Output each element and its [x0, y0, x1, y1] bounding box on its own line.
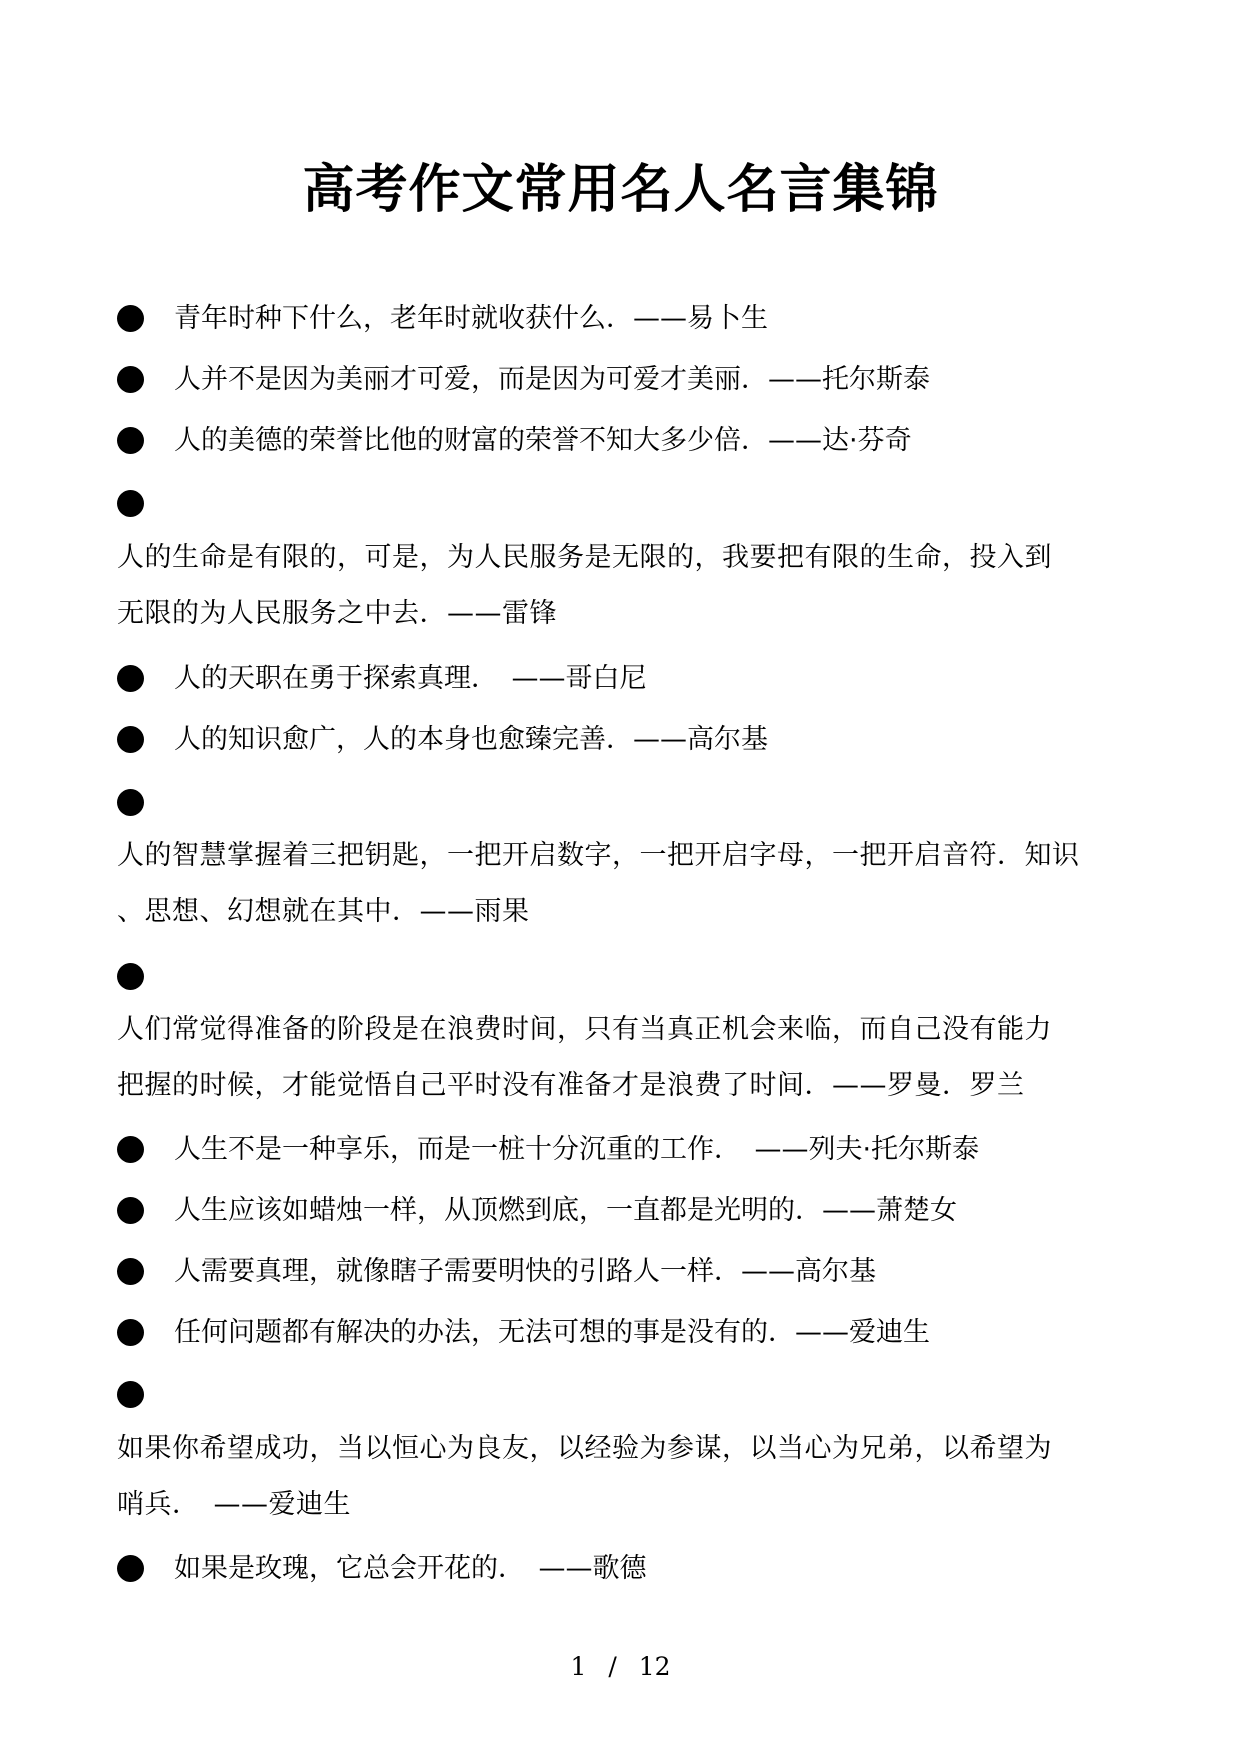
quote-text: 人需要真理，就像瞎子需要明快的引路人一样．——高尔基 — [174, 1256, 876, 1287]
quote-text: 青年时种下什么，老年时就收获什么．——易卜生 — [174, 303, 768, 334]
quote-item — [117, 1130, 979, 1170]
bullet-icon — [117, 305, 144, 332]
quote-text: 人生不是一种享乐，而是一桩十分沉重的工作． ——列夫·托尔斯泰 — [174, 1134, 980, 1165]
quote-text-line: 如果你希望成功，当以恒心为良友，以经验为参谋，以当心为兄弟，以希望为 — [117, 1433, 1052, 1464]
page-number — [0, 1652, 1241, 1681]
bullet-icon — [117, 366, 144, 393]
quote-text: 人的天职在勇于探索真理． ——哥白尼 — [174, 663, 647, 694]
bullet-icon — [117, 1381, 144, 1408]
page-separator: / — [608, 1652, 617, 1681]
bullet-icon — [117, 1197, 144, 1224]
quote-item — [117, 1313, 930, 1353]
quote-item — [117, 659, 647, 699]
total-pages: 12 — [638, 1652, 671, 1681]
bullet-icon — [117, 1319, 144, 1346]
bullet-icon — [117, 963, 144, 990]
bullet-icon — [117, 1136, 144, 1163]
quote-text: 任何问题都有解决的办法，无法可想的事是没有的．——爱迪生 — [174, 1317, 930, 1348]
current-page: 1 — [570, 1652, 587, 1681]
quote-item — [117, 421, 912, 461]
quote-text-line: 哨兵． ——爱迪生 — [117, 1489, 351, 1520]
quote-text-line: 人的智慧掌握着三把钥匙，一把开启数字，一把开启字母，一把开启音符．知识 — [117, 840, 1080, 871]
quote-text-line: 人们常觉得准备的阶段是在浪费时间，只有当真正机会来临，而自己没有能力 — [117, 1014, 1052, 1045]
quote-text: 人的知识愈广，人的本身也愈臻完善．——高尔基 — [174, 724, 768, 755]
quote-item — [117, 1549, 647, 1589]
document-title: 高考作文常用名人名言集锦 — [302, 159, 939, 220]
bullet-icon — [117, 789, 144, 816]
bullet-icon — [117, 1258, 144, 1285]
quote-item — [117, 299, 768, 339]
quote-text: 如果是玫瑰，它总会开花的． ——歌德 — [174, 1553, 647, 1584]
quote-item — [117, 360, 930, 400]
bullet-icon — [117, 1555, 144, 1582]
quote-text-line: 人的生命是有限的，可是，为人民服务是无限的，我要把有限的生命，投入到 — [117, 542, 1052, 573]
quote-text-line: 无限的为人民服务之中去．——雷锋 — [117, 598, 557, 629]
quote-item — [117, 1191, 957, 1231]
bullet-icon — [117, 665, 144, 692]
quote-text-line: 把握的时候，才能觉悟自己平时没有准备才是浪费了时间．——罗曼．罗兰 — [117, 1070, 1025, 1101]
quote-text-line: 、思想、幻想就在其中．——雨果 — [117, 896, 530, 927]
quote-item — [117, 1252, 876, 1292]
bullet-icon — [117, 427, 144, 454]
quote-text: 人并不是因为美丽才可爱，而是因为可爱才美丽．——托尔斯泰 — [174, 364, 930, 395]
bullet-icon — [117, 726, 144, 753]
bullet-icon — [117, 490, 144, 517]
quote-text: 人的美德的荣誉比他的财富的荣誉不知大多少倍．——达·芬奇 — [174, 425, 912, 456]
quote-text: 人生应该如蜡烛一样，从顶燃到底，一直都是光明的．——萧楚女 — [174, 1195, 957, 1226]
quote-item — [117, 720, 768, 760]
